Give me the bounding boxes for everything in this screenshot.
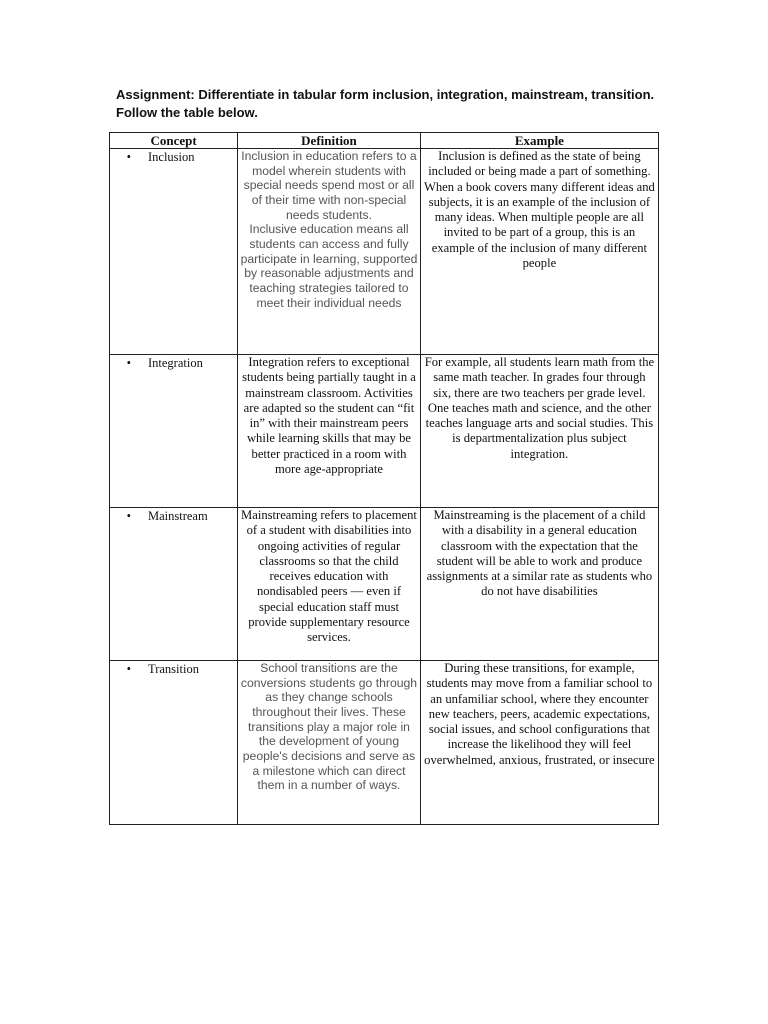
definition-cell [238,661,421,825]
concept-cell [110,508,238,661]
header-definition: Definition [238,133,421,149]
example-cell [420,149,658,355]
example-cell [420,508,658,661]
bullet-icon: • [126,150,131,164]
table-row-mainstream [110,508,659,661]
definition-text: Mainstreaming refers to placement of a student with disabilities into ongoing activities of regular classrooms so that the child receives education with nondisabled peers — even if special education staff must provide supplementary resource services. [241,508,417,645]
concept-cell [110,661,238,825]
concept-cell [110,355,238,508]
definition-text: School transitions are the conversions students go through as they change schools throughout their lives. These transitions play a major role in the development of young people's decisions and serve as a milestone which can direct them in a number of ways. [240,661,418,793]
table-header-row [110,133,659,149]
example-text: Mainstreaming is the placement of a child with a disability in a general education classroom with the expectation that the student will be able to work and produce assignments at a similar rate as students who do not have disabilities [426,508,653,599]
assignment-line-1: Assignment: Differentiate in tabular form inclusion, integration, mainstream, transition. [116,87,655,102]
example-text: For example, all students learn math from the same math teacher. In grades four through six, there are two teachers per grade level. One teaches math and science, and the other teaches language arts and social studies. This is departmentalization plus subject integration. [424,355,655,461]
definition-text: Integration refers to exceptional students being partially taught in a mainstream classroom. Activities are adapted so the student can “fit in” with their mainstream peers while learning skills that may be better practiced in a room with more age-appropriate [242,355,416,477]
concept-label: Transition [148,662,199,676]
concept-cell [110,149,238,355]
bullet-icon: • [126,356,131,370]
example-text: During these transitions, for example, students may move from a familiar school to an unfamiliar school, where they encounter new teachers, peers, academic expectations, social issues, and school configurations that increase the likelihood they will feel overwhelmed, anxious, frustrated, or insecure [424,661,655,767]
definition-cell [238,149,421,355]
bullet-icon: • [126,662,131,676]
definition-cell [238,355,421,508]
header-example: Example [420,133,658,149]
table-row-inclusion [110,149,659,355]
concept-label: Integration [148,356,203,370]
definition-text: Inclusion in education refers to a model wherein students with special needs spend most or all of their time with non-special needs students. Inclusive education means all students can access and fully participate in learning, supported by reasonable adjustments and teaching strategies tailored to meet their individual needs [240,149,418,310]
example-cell [420,661,658,825]
definition-cell [238,508,421,661]
table-row-transition [110,661,659,825]
bullet-icon: • [126,509,131,523]
table-row-integration [110,355,659,508]
header-concept: Concept [110,133,238,149]
comparison-table [109,132,659,825]
assignment-heading [116,86,676,122]
example-text: Inclusion is defined as the state of being included or being made a part of something. When a book covers many different ideas and subjects, it is an example of the inclusion of many ideas. When multiple people are all invited to be part of a group, this is an example of the inclusion of many different people [423,149,655,271]
concept-label: Mainstream [148,509,208,523]
assignment-line-2: Follow the table below. [116,105,258,120]
concept-label: Inclusion [148,150,195,164]
example-cell [420,355,658,508]
